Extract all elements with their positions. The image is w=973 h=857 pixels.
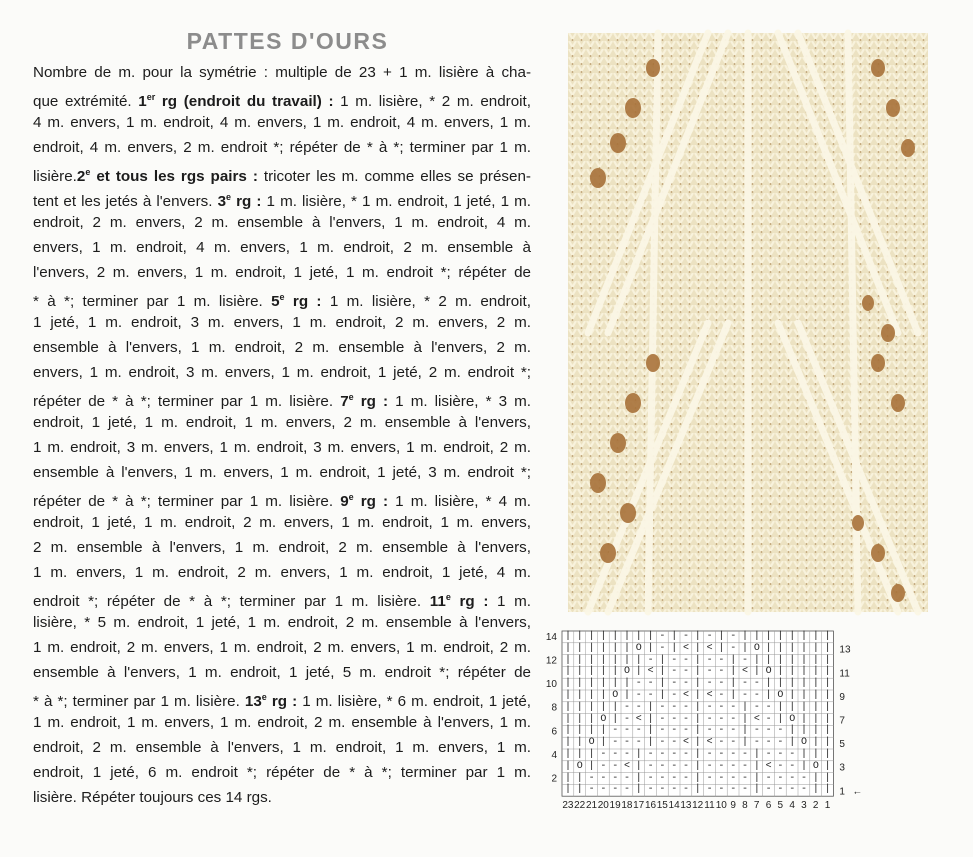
chart-row-7: |||O|-<|---|---|<-|O||| (565, 713, 837, 725)
chart-row-10: ||||||--|--|--|--|||||| (565, 678, 837, 690)
instruction-line (33, 485, 531, 510)
text-run: 1 jeté, 1 m. endroit, 3 m. envers, 1 m. endroit, 2 m. envers, 2 m. (33, 314, 531, 331)
text-run: lisière. Répéter toujours ces 14 rgs. (33, 789, 272, 806)
row-heading: 11 (429, 593, 446, 610)
instruction-line (33, 460, 531, 485)
column-label: 13 (680, 800, 692, 812)
instruction-line (33, 185, 531, 210)
text-run: lisière, * 5 m. endroit, 1 jeté, 1 m. endroit, 2 m. ensemble à l'envers, (33, 614, 531, 631)
text-run: 1 m. endroit, 1 m. envers, 1 m. endroit, 2 m. ensemble à l'envers, 1 m. (33, 714, 531, 731)
instruction-line (33, 710, 531, 735)
chart-row-11: |||||O|<|--|--|<|O||||| (565, 666, 837, 678)
row-heading: rg (endroit du travail) : (155, 93, 334, 110)
column-label: 19 (609, 800, 621, 812)
text-run: tricoter les m. comme elles se présen- (257, 168, 531, 185)
instruction-line (33, 285, 531, 310)
column-label: 7 (753, 800, 760, 812)
column-label: 3 (801, 800, 807, 812)
row-label: 14 (545, 631, 557, 643)
chart-rows (562, 631, 837, 796)
instruction-line (33, 610, 531, 635)
text-run: endroit, 1 jeté, 1 m. endroit, 2 m. envers, 1 m. endroit, 1 m. envers, (33, 514, 531, 531)
chart-row-2: ||----|----|----|----|| (565, 772, 837, 784)
row-heading: rg : (284, 293, 322, 310)
chart-row-14: ||||||||-|-|-|-|||||||| (565, 631, 837, 642)
page-title: PATTES D'OURS (186, 28, 389, 54)
text-run: envers, 1 m. endroit, 4 m. envers, 1 m. endroit, 2 m. ensemble à (33, 239, 531, 256)
text-run: répéter de * à *; terminer par 1 m. lisière. (33, 393, 341, 410)
swatch-image (568, 33, 928, 612)
text-run: endroit *; répéter de * à *; terminer par 1 m. lisière. (33, 593, 430, 610)
text-run: 1 m. endroit, 2 m. envers, 1 m. endroit, 2 m. envers, 1 m. endroit, 2 m. (33, 639, 531, 656)
row-heading: e (85, 167, 91, 177)
column-label: 1 (824, 800, 831, 812)
text-run: 4 m. envers, 1 m. endroit, 4 m. envers, 1 m. endroit, 4 m. envers, 1 m. (33, 114, 531, 131)
row-heading: et tous les rgs pairs : (90, 168, 258, 185)
text-run: 1 m. endroit, 3 m. envers, 1 m. endroit, 3 m. envers, 1 m. endroit, 2 m. (33, 439, 531, 456)
row-label: 10 (545, 679, 557, 691)
text-run: endroit, 1 jeté, 6 m. endroit *; répéter de * à *; terminer par 1 m. (33, 764, 531, 781)
row-label: 4 (551, 749, 557, 761)
text-run: envers, 1 m. endroit, 3 m. envers, 1 m. endroit, 1 jeté, 2 m. endroit *; (33, 364, 531, 381)
instruction-line (33, 585, 531, 610)
column-label: 10 (715, 800, 727, 812)
instruction-line (33, 635, 531, 660)
instruction-line (33, 685, 531, 710)
text-run: 1 m. lisière, * 2 m. endroit, (333, 93, 531, 110)
text-run: ensemble à l'envers, 1 m. endroit, 1 jeté, 5 m. endroit *; répéter de (33, 664, 531, 681)
row-heading: e (445, 592, 451, 602)
text-run: Nombre de m. pour la symétrie : multiple de 23 + 1 m. lisière à cha- (33, 64, 531, 81)
chart-row-13: ||||||O|-|<|<|-|O|||||| (565, 642, 837, 654)
chart-row-12: |||||||-|--|--|-||||||| (565, 654, 837, 666)
text-run: lisière. (33, 168, 77, 185)
knitting-chart (540, 624, 863, 819)
instruction-line (33, 785, 531, 810)
row-heading: 2 (76, 168, 86, 185)
text-run: répéter de * à *; terminer par 1 m. lisière. (33, 493, 341, 510)
row-label: 9 (839, 691, 845, 703)
text-run: endroit, 2 m. ensemble à l'envers, 1 m. endroit, 1 m. envers, 1 m. (33, 739, 531, 756)
text-run: endroit, 4 m. envers, 2 m. endroit *; répéter de * à *; terminer par 1 m. (33, 139, 531, 156)
row-heading: 5 (271, 293, 280, 310)
row-label: 7 (839, 715, 845, 727)
column-label: 8 (742, 800, 748, 812)
instruction-line (33, 235, 531, 260)
instruction-line (33, 510, 531, 535)
text-run: ensemble à l'envers, 1 m. envers, 1 m. endroit, 1 jeté, 3 m. endroit *; (33, 464, 531, 481)
row-heading: e (348, 492, 354, 502)
column-label: 14 (668, 800, 680, 812)
column-label: 22 (574, 800, 586, 812)
row-label: 12 (545, 655, 557, 667)
instruction-line (33, 310, 531, 335)
instruction-line (33, 260, 531, 285)
instructions-text (33, 60, 531, 810)
row-label: 8 (551, 702, 557, 714)
chart-row-9: ||||O|--|-<|<-|--|O|||| (565, 689, 837, 701)
chart-row-3: |O|--<|----|----|<--|O| (565, 760, 837, 772)
column-label: 6 (765, 800, 772, 812)
column-label: 18 (621, 800, 633, 812)
row-heading: e (261, 692, 267, 702)
row-heading: 13 (244, 693, 262, 710)
instruction-line (33, 735, 531, 760)
column-label: 17 (633, 800, 645, 812)
chart-row-8: |||||--|---|---|--||||| (565, 701, 837, 713)
instruction-line (33, 435, 531, 460)
column-label: 15 (656, 800, 668, 812)
instruction-line (33, 60, 531, 85)
chart-row-6: ||||---|---|---|---|||| (565, 725, 837, 737)
instruction-line (33, 335, 531, 360)
chart-row-4: |||---|----|----|---||| (565, 748, 837, 760)
instruction-line (33, 660, 531, 685)
row-label: 1 (839, 786, 845, 798)
instruction-line (33, 360, 531, 385)
text-run: 1 m. lisière, * 3 m. (388, 393, 532, 410)
instruction-line (33, 385, 531, 410)
instruction-line (33, 535, 531, 560)
instruction-line (33, 210, 531, 235)
row-label: 6 (551, 726, 557, 738)
row-heading: er (146, 92, 156, 102)
row-label: 2 (551, 773, 557, 785)
column-label: 5 (777, 800, 784, 812)
text-run: 2 m. ensemble à l'envers, 1 m. endroit, 2 m. ensemble à l'envers, (33, 539, 531, 556)
row-heading: e (279, 292, 285, 302)
text-run: que extrémité. (33, 93, 139, 110)
row-heading: rg : (353, 493, 389, 510)
knitted-swatch-photo (568, 33, 928, 612)
row-heading: 7 (340, 393, 349, 410)
row-heading: 1 (138, 93, 147, 110)
row-heading: 9 (340, 493, 349, 510)
instruction-line (33, 560, 531, 585)
column-label: 12 (692, 800, 704, 812)
instruction-line (33, 110, 531, 135)
column-label: 11 (704, 800, 715, 812)
column-label: 16 (644, 800, 657, 812)
text-run: * à *; terminer par 1 m. lisière. (33, 293, 272, 310)
column-label: 9 (730, 800, 736, 812)
instruction-line (33, 160, 531, 185)
column-label: 4 (789, 800, 795, 812)
column-label: 2 (812, 800, 819, 812)
instruction-line (33, 760, 531, 785)
text-run: 1 m. lisière, * 2 m. endroit, (321, 293, 531, 310)
row-heading: rg : (450, 593, 489, 610)
text-run: l'envers, 2 m. envers, 1 m. endroit, 1 jeté, 1 m. endroit *; répéter de (33, 264, 531, 281)
text-run: tent et les jetés à l'envers. (33, 193, 218, 210)
row-heading: rg : (231, 193, 262, 210)
row-label: 3 (839, 762, 845, 774)
text-run: endroit, 1 jeté, 1 m. endroit, 1 m. envers, 2 m. ensemble à l'envers, (33, 414, 531, 431)
start-arrow-icon: ← (852, 786, 863, 798)
column-label: 21 (585, 800, 598, 812)
column-label: 23 (562, 800, 574, 812)
text-run: 1 m. envers, 1 m. endroit, 2 m. envers, 1 m. endroit, 1 jeté, 4 m. (33, 564, 531, 581)
row-heading: e (348, 392, 354, 402)
text-run: endroit, 2 m. envers, 2 m. ensemble à l'envers, 1 m. endroit, 4 m. (33, 214, 531, 231)
instruction-line (33, 410, 531, 435)
text-run: 1 m. (488, 593, 532, 610)
text-run: 1 m. lisière, * 4 m. (388, 493, 532, 510)
text-run: 1 m. lisière, * 6 m. endroit, 1 jeté, (297, 693, 531, 710)
text-run: * à *; terminer par 1 m. lisière. (33, 693, 245, 710)
row-heading: rg : (266, 693, 298, 710)
row-heading: 3 (217, 193, 227, 210)
text-run: 1 m. lisière, * 1 m. endroit, 1 jeté, 1 m. (261, 193, 532, 210)
row-label: 11 (839, 668, 850, 680)
instruction-line (33, 135, 531, 160)
chart-row-1: ||----|----|----|----|| (565, 784, 837, 796)
row-label: 13 (839, 644, 851, 656)
row-heading: rg : (353, 393, 389, 410)
row-heading: e (226, 192, 232, 202)
instruction-line (33, 85, 531, 110)
row-label: 5 (839, 739, 845, 751)
column-label: 20 (597, 800, 609, 812)
text-run: ensemble à l'envers, 1 m. endroit, 2 m. ensemble à l'envers, 2 m. (33, 339, 531, 356)
chart-row-5: ||O|---|--<|<--|---|O|| (565, 737, 837, 749)
